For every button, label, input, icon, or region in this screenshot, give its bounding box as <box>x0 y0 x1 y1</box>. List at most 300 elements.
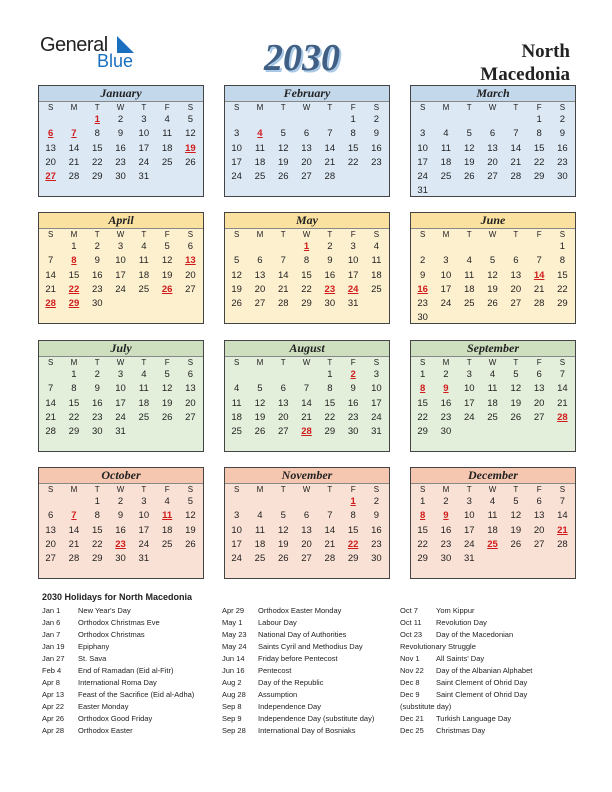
week-row <box>411 552 575 566</box>
day-cell: 1 <box>94 496 100 507</box>
day-cell: 22 <box>68 411 80 423</box>
day-cell: 1 <box>420 369 426 380</box>
day-cell: 5 <box>234 255 240 267</box>
weekday-label: S <box>187 103 194 112</box>
day-cell <box>504 552 527 566</box>
day-cell: 10 <box>417 142 428 154</box>
week-row <box>411 240 575 254</box>
holiday-date: May 23 <box>222 630 247 639</box>
holiday-date: Jan 19 <box>42 642 65 651</box>
day-cell: 15 <box>301 269 312 281</box>
holiday-entry <box>42 713 194 725</box>
day-cell <box>434 184 457 198</box>
weekday-label: M <box>442 485 450 494</box>
day-cell: 27 <box>510 298 522 310</box>
day-cell: 22 <box>324 411 336 423</box>
holiday-entry <box>42 701 194 713</box>
holiday-name: Assumption <box>258 690 298 699</box>
holiday-day: 1 <box>303 241 310 252</box>
day-cell: 7 <box>559 369 566 380</box>
day-cell: 27 <box>45 553 56 565</box>
holiday-name: End of Ramadan (Eid al-Fitr) <box>78 666 174 675</box>
day-cell: 8 <box>71 383 77 395</box>
day-cell: 3 <box>443 255 449 267</box>
day-cell <box>248 368 271 382</box>
day-cell: 29 <box>91 171 103 183</box>
day-cell: 14 <box>45 269 56 281</box>
weekday-label: M <box>70 358 78 367</box>
day-cell: 29 <box>347 553 359 565</box>
month-june <box>410 212 576 324</box>
day-cell: 10 <box>347 255 359 267</box>
day-cell: 11 <box>371 255 382 267</box>
week-row <box>411 382 575 396</box>
weekday-label: W <box>116 230 125 239</box>
holiday-date: Oct 23 <box>400 630 423 639</box>
holiday-name: New Year's Day <box>78 606 131 615</box>
day-cell: 15 <box>91 524 103 536</box>
weekday-label: W <box>488 358 497 367</box>
day-cell: 24 <box>371 411 382 423</box>
day-cell <box>434 113 457 127</box>
day-cell: 20 <box>254 283 266 295</box>
day-cell: 6 <box>257 255 263 267</box>
weekday-label: F <box>536 103 542 112</box>
holiday-entry <box>42 689 194 701</box>
day-cell: 19 <box>185 524 196 536</box>
weekday-label: T <box>513 103 519 112</box>
day-cell: 26 <box>487 298 498 310</box>
week-row <box>39 156 203 170</box>
day-cell: 16 <box>371 142 382 154</box>
day-cell: 19 <box>254 411 266 423</box>
weekday-label: M <box>70 103 78 112</box>
day-cell: 16 <box>440 397 452 409</box>
day-cell: 24 <box>115 411 126 423</box>
holiday-date: Oct 7 <box>400 606 418 615</box>
weekday-label: F <box>164 485 170 494</box>
day-cell: 9 <box>94 383 100 395</box>
day-cell: 10 <box>138 128 150 140</box>
weekday-label: T <box>327 358 333 367</box>
day-cell: 11 <box>441 142 451 154</box>
day-cell: 10 <box>138 510 150 522</box>
day-cell <box>504 311 527 325</box>
weekday-label: W <box>488 230 497 239</box>
week-row <box>225 509 389 523</box>
day-cell: 14 <box>324 142 336 154</box>
month-january <box>38 85 204 197</box>
holiday-day: 4 <box>257 128 263 140</box>
week-row <box>39 127 203 141</box>
day-cell: 25 <box>254 553 266 565</box>
day-cell: 30 <box>440 426 452 438</box>
day-cell: 3 <box>234 510 240 522</box>
day-cell: 8 <box>536 128 542 140</box>
holiday-name: Easter Monday <box>78 702 129 711</box>
holiday-name: Orthodox Easter <box>78 726 133 735</box>
day-cell: 5 <box>187 496 194 507</box>
weekday-header <box>39 483 203 495</box>
day-cell: 28 <box>45 426 56 438</box>
day-cell: 21 <box>68 156 80 168</box>
day-cell <box>248 113 271 127</box>
weekday-label: S <box>233 103 240 112</box>
weekday-label: T <box>466 485 472 494</box>
holiday-name: Feast of the Sacrifice (Eid al-Adha) <box>78 690 195 699</box>
holiday-entry <box>222 641 374 653</box>
day-cell <box>225 368 248 382</box>
holiday-name: Turkish Language Day <box>436 714 512 723</box>
week-row <box>411 425 575 439</box>
day-cell: 15 <box>68 397 80 409</box>
day-cell: 15 <box>91 142 103 154</box>
day-cell: 23 <box>440 411 452 423</box>
day-cell: 15 <box>68 269 80 281</box>
day-cell: 6 <box>536 496 542 507</box>
day-cell: 12 <box>231 269 242 281</box>
weekday-label: S <box>419 485 426 494</box>
day-cell: 4 <box>443 128 449 140</box>
day-cell <box>272 368 295 382</box>
day-cell: 26 <box>510 411 522 423</box>
holiday-day: 26 <box>161 283 173 295</box>
day-cell: 13 <box>533 383 545 395</box>
day-cell: 7 <box>48 383 54 395</box>
weekday-label: T <box>327 230 333 239</box>
week-row <box>225 269 389 283</box>
day-cell: 29 <box>324 426 336 438</box>
day-cell: 4 <box>489 369 496 380</box>
holiday-date: Oct 11 <box>400 618 422 627</box>
day-cell: 13 <box>533 510 545 522</box>
day-cell <box>458 113 481 127</box>
week-row <box>39 283 203 297</box>
weekday-label: M <box>70 230 78 239</box>
day-cell: 31 <box>138 171 150 183</box>
holiday-day: 11 <box>162 510 173 522</box>
day-cell: 9 <box>327 255 333 267</box>
weekday-header <box>39 101 203 113</box>
holiday-entry <box>42 677 194 689</box>
day-cell <box>39 495 62 509</box>
day-cell: 30 <box>115 553 126 565</box>
day-cell: 10 <box>231 524 242 536</box>
day-cell: 28 <box>533 298 545 310</box>
day-cell: 2 <box>373 496 380 507</box>
week-row <box>411 411 575 425</box>
holiday-name: Orthodox Christmas <box>78 630 145 639</box>
day-cell: 24 <box>115 283 126 295</box>
holiday-day: 1 <box>350 496 356 507</box>
day-cell: 26 <box>277 171 289 183</box>
day-cell: 23 <box>347 411 359 423</box>
month-title: July <box>39 341 203 356</box>
weekday-label: M <box>256 485 264 494</box>
week-row <box>411 368 575 382</box>
month-february <box>224 85 390 197</box>
day-cell: 6 <box>187 369 194 380</box>
week-row <box>39 240 203 254</box>
day-cell: 29 <box>533 171 545 183</box>
day-cell: 22 <box>417 538 428 550</box>
holiday-entry <box>222 725 374 737</box>
day-cell: 22 <box>417 411 428 423</box>
week-row <box>39 382 203 396</box>
holiday-day: 2 <box>350 369 356 380</box>
day-cell: 12 <box>185 128 196 140</box>
holiday-day: 16 <box>417 283 428 295</box>
day-cell: 7 <box>303 383 310 395</box>
day-cell: 1 <box>350 114 356 125</box>
day-cell: 27 <box>254 298 266 310</box>
holiday-name: Saints Cyril and Methodius Day <box>258 642 363 651</box>
day-cell: 21 <box>324 538 336 550</box>
day-cell: 1 <box>71 369 77 380</box>
day-cell: 28 <box>510 171 522 183</box>
holiday-entry <box>42 653 194 665</box>
holiday-date: Apr 28 <box>42 726 65 735</box>
holiday-date: May 1 <box>222 618 243 627</box>
month-title: December <box>411 468 575 483</box>
weekday-label: T <box>94 230 100 239</box>
day-cell: 21 <box>510 156 522 168</box>
weekday-label: S <box>419 230 426 239</box>
day-cell: 16 <box>91 269 103 281</box>
day-cell: 17 <box>371 397 382 409</box>
day-cell: 5 <box>164 369 170 380</box>
holiday-entry <box>400 701 532 713</box>
weekday-label: S <box>419 103 426 112</box>
holiday-entry <box>400 665 532 677</box>
holiday-name: Pentecost <box>258 666 292 675</box>
holiday-entry <box>400 617 532 629</box>
day-cell <box>551 425 574 439</box>
day-cell: 15 <box>417 397 428 409</box>
day-cell: 28 <box>557 538 568 550</box>
week-row <box>411 509 575 523</box>
holiday-date: Nov 22 <box>400 666 424 675</box>
holiday-name: National Day of Authorities <box>258 630 347 639</box>
day-cell: 11 <box>162 128 173 140</box>
day-cell: 29 <box>557 298 568 310</box>
day-cell <box>132 297 155 311</box>
day-cell: 12 <box>463 142 475 154</box>
weekday-label: T <box>94 358 100 367</box>
day-cell: 20 <box>185 397 196 409</box>
holiday-name: Day of the Albanian Alphabet <box>436 666 533 675</box>
day-cell: 13 <box>301 524 312 536</box>
day-cell: 29 <box>301 298 312 310</box>
holiday-day: 22 <box>68 283 80 295</box>
day-cell: 23 <box>557 156 568 168</box>
weekday-label: S <box>47 485 54 494</box>
day-cell <box>109 297 132 311</box>
month-july <box>38 340 204 452</box>
day-cell <box>551 552 574 566</box>
day-cell: 2 <box>94 369 100 380</box>
day-cell <box>318 113 341 127</box>
day-cell: 17 <box>463 524 475 536</box>
day-cell: 5 <box>164 241 170 252</box>
day-cell: 31 <box>347 298 359 310</box>
weekday-label: W <box>302 230 311 239</box>
day-cell: 5 <box>280 128 286 140</box>
day-cell: 31 <box>463 553 475 565</box>
day-cell: 24 <box>138 538 150 550</box>
weekday-label: M <box>442 230 450 239</box>
holiday-date: Aug 28 <box>222 690 246 699</box>
weekday-label: T <box>280 103 286 112</box>
holiday-day: 28 <box>45 298 56 310</box>
week-row <box>225 524 389 538</box>
month-title: March <box>411 86 575 101</box>
day-cell: 22 <box>347 156 359 168</box>
week-row <box>225 240 389 254</box>
holiday-date: Jan 27 <box>42 654 65 663</box>
week-row <box>39 297 203 311</box>
day-cell: 17 <box>231 156 242 168</box>
day-cell: 17 <box>138 524 150 536</box>
day-cell <box>155 552 178 566</box>
month-title: November <box>225 468 389 483</box>
day-cell <box>225 495 248 509</box>
holiday-name: Orthodox Christmas Eve <box>78 618 160 627</box>
week-row <box>411 397 575 411</box>
weekday-label: T <box>141 103 147 112</box>
day-cell: 28 <box>324 171 336 183</box>
weekday-header <box>225 356 389 368</box>
holiday-date: Jun 14 <box>222 654 245 663</box>
day-cell: 14 <box>557 510 568 522</box>
weekday-header <box>411 356 575 368</box>
day-cell <box>341 170 364 184</box>
day-cell: 16 <box>115 524 126 536</box>
holiday-name: Saint Clement of Ohrid Day <box>436 690 528 699</box>
holiday-name: Friday before Pentecost <box>258 654 338 663</box>
day-cell <box>434 240 457 254</box>
day-cell: 8 <box>94 128 100 140</box>
weekday-label: T <box>280 230 286 239</box>
holiday-name: International Roma Day <box>78 678 157 687</box>
holiday-day: 8 <box>71 255 77 267</box>
day-cell: 10 <box>463 383 475 395</box>
day-cell: 27 <box>277 426 289 438</box>
day-cell: 20 <box>533 524 545 536</box>
holiday-date: Dec 8 <box>400 678 420 687</box>
weekday-label: T <box>513 358 519 367</box>
holiday-name: Saint Clement of Ohrid Day <box>436 678 528 687</box>
month-title: June <box>411 213 575 228</box>
day-cell: 8 <box>350 510 356 522</box>
day-cell: 25 <box>487 411 498 423</box>
day-cell <box>295 113 318 127</box>
day-cell: 12 <box>487 269 498 281</box>
day-cell: 20 <box>45 538 56 550</box>
day-cell: 26 <box>463 171 475 183</box>
day-cell: 12 <box>277 524 289 536</box>
month-title: April <box>39 213 203 228</box>
week-row <box>411 170 575 184</box>
holiday-entry <box>42 617 194 629</box>
week-row <box>411 156 575 170</box>
holiday-entry <box>222 617 374 629</box>
day-cell <box>527 425 550 439</box>
week-row <box>225 382 389 396</box>
week-row <box>225 156 389 170</box>
day-cell: 3 <box>141 496 147 507</box>
holiday-day: 25 <box>487 538 498 550</box>
day-cell: 16 <box>91 397 103 409</box>
day-cell: 18 <box>487 524 498 536</box>
day-cell <box>527 184 550 198</box>
weekday-label: M <box>442 103 450 112</box>
day-cell: 15 <box>533 142 545 154</box>
week-row <box>39 254 203 268</box>
holiday-date: Jan 6 <box>42 618 61 627</box>
generalblue-logo <box>40 34 140 74</box>
day-cell: 4 <box>164 496 170 507</box>
holiday-entry <box>42 641 194 653</box>
holiday-date: Apr 8 <box>42 678 60 687</box>
weekday-label: T <box>513 485 519 494</box>
weekday-label: W <box>302 103 311 112</box>
month-september <box>410 340 576 452</box>
day-cell: 10 <box>371 383 382 395</box>
day-cell: 19 <box>161 269 173 281</box>
holiday-date: Aug 2 <box>222 678 242 687</box>
day-cell: 2 <box>373 114 380 125</box>
day-cell: 17 <box>417 156 428 168</box>
weekday-label: F <box>164 358 170 367</box>
day-cell: 21 <box>557 397 568 409</box>
weekday-label: S <box>559 358 566 367</box>
holiday-entry <box>400 641 532 653</box>
holiday-date: Sep 8 <box>222 702 242 711</box>
day-cell: 10 <box>115 255 126 267</box>
day-cell <box>272 240 295 254</box>
month-may <box>224 212 390 324</box>
week-row <box>225 113 389 127</box>
weekday-label: F <box>536 485 542 494</box>
holiday-day: 24 <box>347 283 359 295</box>
week-row <box>411 269 575 283</box>
day-cell: 26 <box>231 298 242 310</box>
weekday-label: T <box>141 485 147 494</box>
day-cell: 18 <box>254 156 266 168</box>
day-cell <box>504 113 527 127</box>
day-cell: 18 <box>161 142 173 154</box>
day-cell: 12 <box>510 510 522 522</box>
day-cell: 26 <box>185 156 196 168</box>
day-cell: 13 <box>45 524 56 536</box>
day-cell: 3 <box>466 369 472 380</box>
holiday-name: Yom Kippur <box>436 606 475 615</box>
weekday-label: S <box>233 230 240 239</box>
week-row <box>411 142 575 156</box>
weekday-label: M <box>256 103 264 112</box>
day-cell <box>411 240 434 254</box>
day-cell: 19 <box>277 156 289 168</box>
holiday-day: 9 <box>443 510 449 522</box>
weekday-label: M <box>70 485 78 494</box>
day-cell: 18 <box>440 156 452 168</box>
holiday-date: Dec 21 <box>400 714 424 723</box>
day-cell: 19 <box>277 538 289 550</box>
weekday-label: T <box>327 103 333 112</box>
weekday-label: T <box>94 485 100 494</box>
day-cell: 8 <box>350 128 356 140</box>
